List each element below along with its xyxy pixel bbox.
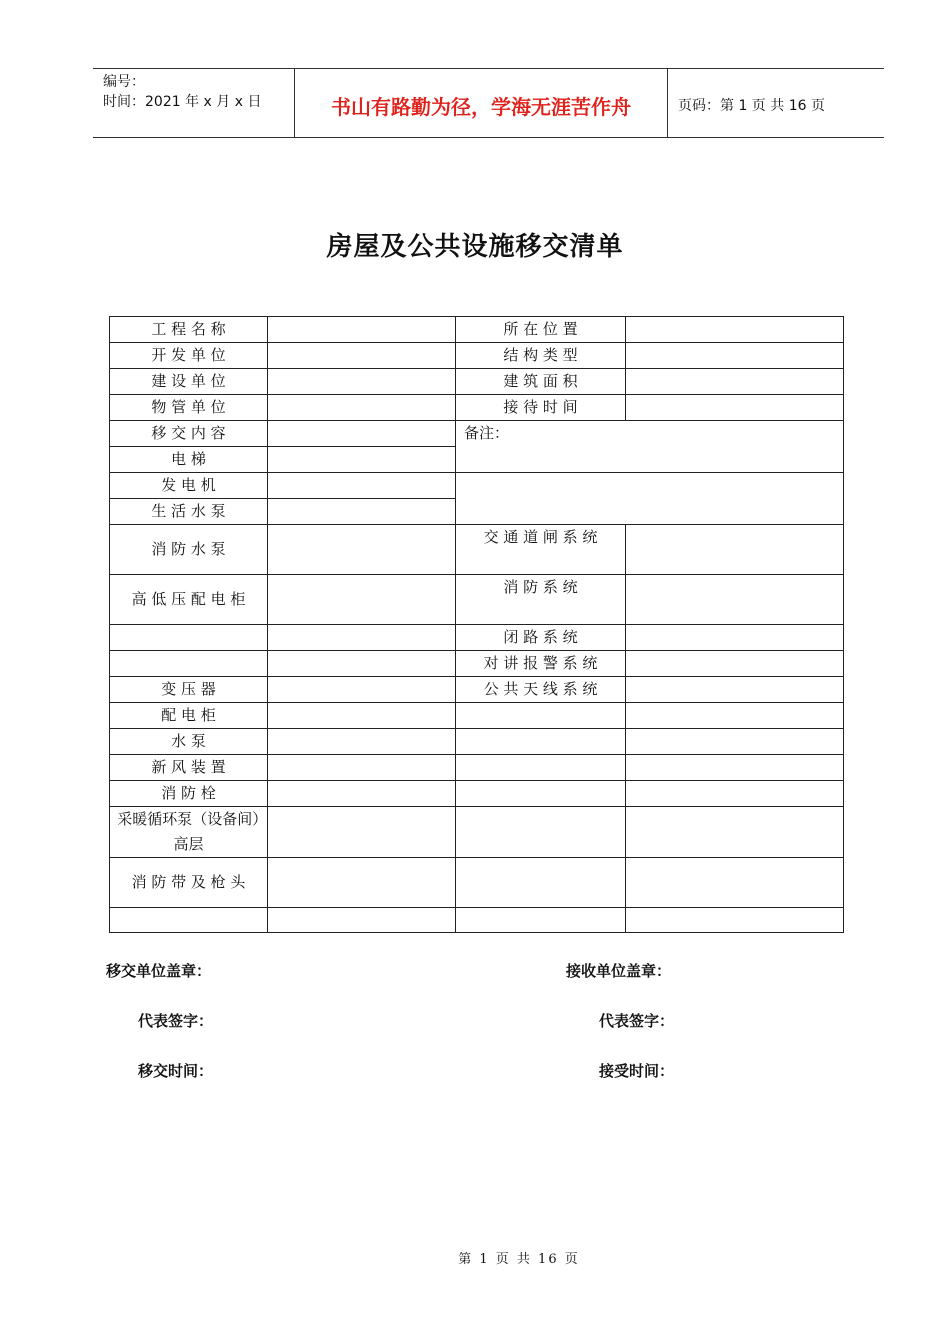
- row-label-developer: 开 发 单 位: [110, 343, 268, 369]
- row-label-empty: [456, 807, 626, 858]
- row-label-location: 所 在 位 置: [456, 317, 626, 343]
- row-label-project-name: 工 程 名 称: [110, 317, 268, 343]
- value-cell-domestic-water-pump[interactable]: [268, 499, 456, 525]
- row-label-switchgear-cabinet: 高 低 压 配 电 柜: [110, 575, 268, 625]
- row-label-fresh-air-unit: 新 风 装 置: [110, 755, 268, 781]
- row-label-fire-hose-nozzle: 消 防 带 及 枪 头: [110, 858, 268, 908]
- row-label-distribution-cabinet: 配 电 柜: [110, 703, 268, 729]
- document-number-label: 编号：: [103, 74, 145, 90]
- value-cell-fresh-air-unit[interactable]: [268, 755, 456, 781]
- value-cell-property-manager[interactable]: [268, 395, 456, 421]
- value-cell-empty[interactable]: [626, 807, 844, 858]
- receiver-time-label: 接受时间：: [599, 1062, 675, 1080]
- value-cell-cctv-system[interactable]: [626, 625, 844, 651]
- row-label-structure-type: 结 构 类 型: [456, 343, 626, 369]
- row-label-floor-area: 建 筑 面 积: [456, 369, 626, 395]
- value-cell-elevator[interactable]: [268, 447, 456, 473]
- row-label-handover-content: 移 交 内 容: [110, 421, 268, 447]
- remarks-cell[interactable]: 备注：: [456, 421, 844, 473]
- row-label-water-pump: 水 泵: [110, 729, 268, 755]
- table-row: [110, 317, 844, 343]
- table-row: [110, 781, 844, 807]
- row-label-empty: [456, 755, 626, 781]
- handover-seal-label: 移交单位盖章：: [106, 962, 212, 980]
- row-label-cctv-system: 闭 路 系 统: [456, 625, 626, 651]
- row-label-empty: [110, 651, 268, 677]
- value-cell-empty[interactable]: [626, 908, 844, 933]
- row-label-traffic-gate-system: 交 通 道 闸 系 统: [456, 525, 626, 575]
- value-cell-switchgear-cabinet[interactable]: [268, 575, 456, 625]
- value-cell-empty[interactable]: [626, 703, 844, 729]
- receiver-seal-label: 接收单位盖章：: [566, 962, 672, 980]
- row-label-empty: [456, 908, 626, 933]
- table-row: [110, 473, 844, 499]
- table-row: [110, 858, 844, 908]
- value-cell-project-name[interactable]: [268, 317, 456, 343]
- table-row: [110, 703, 844, 729]
- value-cell-heating-circulation-pump[interactable]: [268, 807, 456, 858]
- table-row: [110, 729, 844, 755]
- handover-time-label: 移交时间：: [138, 1062, 214, 1080]
- value-cell-empty[interactable]: [268, 625, 456, 651]
- header-motto-cell: [295, 69, 668, 137]
- value-cell-empty[interactable]: [626, 729, 844, 755]
- value-cell-fire-hydrant[interactable]: [268, 781, 456, 807]
- row-label-empty: [456, 703, 626, 729]
- page-title: 房屋及公共设施移交清单: [326, 232, 624, 262]
- value-cell-public-antenna-system[interactable]: [626, 677, 844, 703]
- row-label-fire-water-pump: 消 防 水 泵: [110, 525, 268, 575]
- receiver-rep-signature-label: 代表签字：: [599, 1012, 675, 1030]
- handover-table: [109, 316, 844, 933]
- header-meta-cell: [93, 69, 295, 137]
- page-footer: 第 1 页 共 16 页: [458, 1252, 580, 1267]
- value-cell-intercom-alarm-system[interactable]: [626, 651, 844, 677]
- value-cell-water-pump[interactable]: [268, 729, 456, 755]
- value-cell-structure-type[interactable]: [626, 343, 844, 369]
- value-cell-reception-time[interactable]: [626, 395, 844, 421]
- header-page-info: 页码：第 1 页 共 16 页: [678, 98, 825, 114]
- table-row: [110, 421, 844, 447]
- value-cell-fire-water-pump[interactable]: [268, 525, 456, 575]
- blank-merged-cell[interactable]: [456, 473, 844, 525]
- value-cell-traffic-gate-system[interactable]: [626, 525, 844, 575]
- row-label-empty: [456, 781, 626, 807]
- row-label-generator: 发 电 机: [110, 473, 268, 499]
- value-cell-distribution-cabinet[interactable]: [268, 703, 456, 729]
- row-label-intercom-alarm-system: 对 讲 报 警 系 统: [456, 651, 626, 677]
- value-cell-handover-content[interactable]: [268, 421, 456, 447]
- value-cell-empty[interactable]: [268, 908, 456, 933]
- table-row: [110, 807, 844, 858]
- table-row: [110, 395, 844, 421]
- table-row: [110, 755, 844, 781]
- table-row: [110, 677, 844, 703]
- table-row: [110, 575, 844, 625]
- value-cell-fire-system[interactable]: [626, 575, 844, 625]
- table-row: [110, 908, 844, 933]
- row-label-builder: 建 设 单 位: [110, 369, 268, 395]
- table-row: [110, 369, 844, 395]
- value-cell-transformer[interactable]: [268, 677, 456, 703]
- value-cell-empty[interactable]: [268, 651, 456, 677]
- value-cell-floor-area[interactable]: [626, 369, 844, 395]
- row-label-empty: [456, 729, 626, 755]
- value-cell-empty[interactable]: [626, 781, 844, 807]
- row-label-empty: [110, 908, 268, 933]
- row-label-public-antenna-system: 公 共 天 线 系 统: [456, 677, 626, 703]
- header-page-cell: [668, 69, 884, 137]
- row-label-empty: [110, 625, 268, 651]
- handover-rep-signature-label: 代表签字：: [138, 1012, 214, 1030]
- value-cell-empty[interactable]: [626, 858, 844, 908]
- row-label-transformer: 变 压 器: [110, 677, 268, 703]
- value-cell-developer[interactable]: [268, 343, 456, 369]
- row-label-elevator: 电 梯: [110, 447, 268, 473]
- row-label-domestic-water-pump: 生 活 水 泵: [110, 499, 268, 525]
- table-row: [110, 525, 844, 575]
- row-label-heating-circulation-pump: 采暖循环泵（设备间）高层: [110, 807, 268, 858]
- document-header: [93, 68, 884, 138]
- row-label-empty: [456, 858, 626, 908]
- value-cell-generator[interactable]: [268, 473, 456, 499]
- table-row: [110, 343, 844, 369]
- header-motto: 书山有路勤为径，学海无涯苦作舟: [331, 95, 631, 119]
- row-label-property-manager: 物 管 单 位: [110, 395, 268, 421]
- value-cell-location[interactable]: [626, 317, 844, 343]
- value-cell-builder[interactable]: [268, 369, 456, 395]
- row-label-fire-hydrant: 消 防 栓: [110, 781, 268, 807]
- row-label-reception-time: 接 待 时 间: [456, 395, 626, 421]
- value-cell-fire-hose-nozzle[interactable]: [268, 858, 456, 908]
- document-time-label: 时间：2021 年 x 月 x 日: [103, 94, 262, 110]
- table-row: [110, 625, 844, 651]
- value-cell-empty[interactable]: [626, 755, 844, 781]
- row-label-fire-system: 消 防 系 统: [456, 575, 626, 625]
- table-row: [110, 651, 844, 677]
